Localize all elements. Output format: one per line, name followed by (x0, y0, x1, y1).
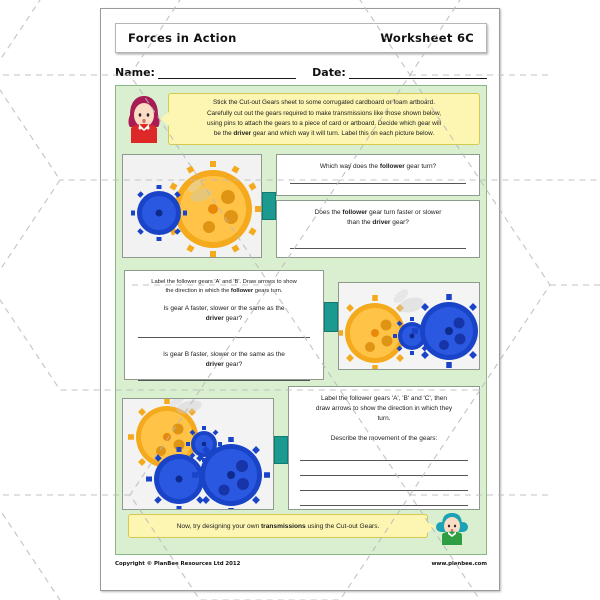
intro-line-1: Stick the Cut-out Gears sheet to some corrugated cardboard or foam artboard. (212, 99, 435, 107)
website-url[interactable]: www.planbee.com (431, 561, 487, 567)
copyright-text: Copyright © PlanBee Resources Ltd 2012 (115, 561, 241, 567)
t1q1-b: gear turn? (404, 163, 437, 170)
task-1-question-1 (276, 154, 480, 196)
footer-transmissions: transmissions (260, 522, 306, 530)
t2qb-driver: driver (205, 360, 224, 368)
worksheet-topic-title: Forces in Action (128, 31, 237, 45)
task-2-question-b (134, 350, 314, 370)
t3i-c: turn. (377, 414, 391, 422)
task-1-answer-line-1[interactable] (290, 183, 466, 184)
footer-section (128, 510, 478, 550)
gear-photo-1-svg (123, 155, 262, 258)
intro-line-4c: gear and which way it will turn. Label this on each picture below. (251, 130, 435, 138)
task-2-question-a (134, 304, 314, 324)
task-3-answer-line-4[interactable] (300, 505, 468, 506)
task-2-question-card (124, 270, 324, 380)
intro-line-2: Carefully cut out the gears required to make transmissions like those shown below, (206, 109, 442, 117)
intro-line-4a: be the (213, 130, 234, 138)
t2qa-2: gear? (223, 315, 243, 323)
task-3-question-card (288, 386, 480, 510)
t1q1-follower: follower (379, 163, 405, 170)
task-3-answer-line-2[interactable] (300, 475, 468, 476)
worksheet-page (100, 8, 500, 591)
task-1-q1-text (286, 162, 470, 172)
intro-speech-bubble (168, 93, 480, 145)
footer-b: using the Cut-out Gears. (305, 522, 380, 530)
task-1-answer-line-2[interactable] (290, 248, 466, 249)
t3i-a: Label the follower gears 'A', 'B' and 'C', then (321, 395, 447, 402)
task-3-instruction (298, 394, 470, 423)
worksheet-number-title: Worksheet 6C (380, 31, 474, 45)
name-date-row (115, 61, 487, 79)
t2qb-2: gear? (223, 360, 243, 368)
t3i-b: draw arrows to show the direction in which they (315, 404, 453, 412)
t1q2-driver: driver (372, 218, 391, 226)
t2qa-driver: driver (205, 315, 224, 323)
t1q2-follower: follower (342, 209, 368, 216)
intro-line-3: using pins to attach the gears to a piece of card or artboard. Decide which gear will (206, 120, 442, 127)
task-3-photo (122, 398, 274, 510)
t2i-c: gears turn. (253, 287, 283, 294)
intro-section (122, 91, 482, 149)
task-3-question (298, 434, 470, 444)
worksheet-header-bar (115, 23, 487, 53)
date-input-line[interactable] (349, 66, 487, 79)
task-2-answer-line-b[interactable] (138, 380, 310, 381)
t3q: Describe the movement of the gears: (330, 435, 438, 443)
footer-speech-bubble (128, 514, 428, 538)
name-label: Name: (115, 66, 155, 79)
task-1-question-2 (276, 200, 480, 258)
task-3-answer-line-3[interactable] (300, 490, 468, 491)
boy-avatar-icon (434, 510, 470, 546)
worksheet-body-panel (115, 85, 487, 555)
copyright-row (115, 561, 487, 567)
gear-photo-3-svg (123, 399, 274, 510)
gear-photo-2-svg (339, 283, 480, 370)
t2i-follower: follower (230, 287, 254, 294)
task-1-connector (262, 192, 276, 220)
date-label: Date: (312, 66, 346, 79)
t1q1-a: Which way does the (319, 163, 380, 170)
task-2-photo (338, 282, 480, 370)
t2i-a: Label the follower gears 'A' and 'B'. Draw arrows to show (151, 279, 297, 285)
task-1-photo (122, 154, 262, 258)
footer-text (177, 523, 380, 530)
t2qb-1: Is gear B faster, slower or the same as the (163, 350, 285, 358)
blue-small-gear-icon (131, 185, 187, 241)
task-2-connector (324, 302, 338, 332)
footer-a: Now, try designing your own (176, 522, 261, 530)
task-3-connector (274, 436, 288, 464)
intro-driver-keyword: driver (233, 130, 252, 138)
t1q2-c: than the (347, 218, 373, 226)
t1q2-b: gear turn faster or slower (367, 209, 442, 216)
task-3-answer-line-1[interactable] (300, 460, 468, 461)
t1q2-a: Does the (314, 209, 343, 216)
t2i-b: the direction in which the (165, 287, 231, 294)
girl-avatar-icon (124, 93, 164, 145)
task-2-answer-line-a[interactable] (138, 337, 310, 338)
task-1-q2-text (286, 208, 470, 228)
intro-text (207, 98, 441, 140)
name-input-line[interactable] (158, 66, 296, 79)
t1q2-d: gear? (390, 218, 409, 226)
task-2-instruction (134, 278, 314, 295)
t2qa-1: Is gear A faster, slower or the same as the (163, 305, 285, 313)
